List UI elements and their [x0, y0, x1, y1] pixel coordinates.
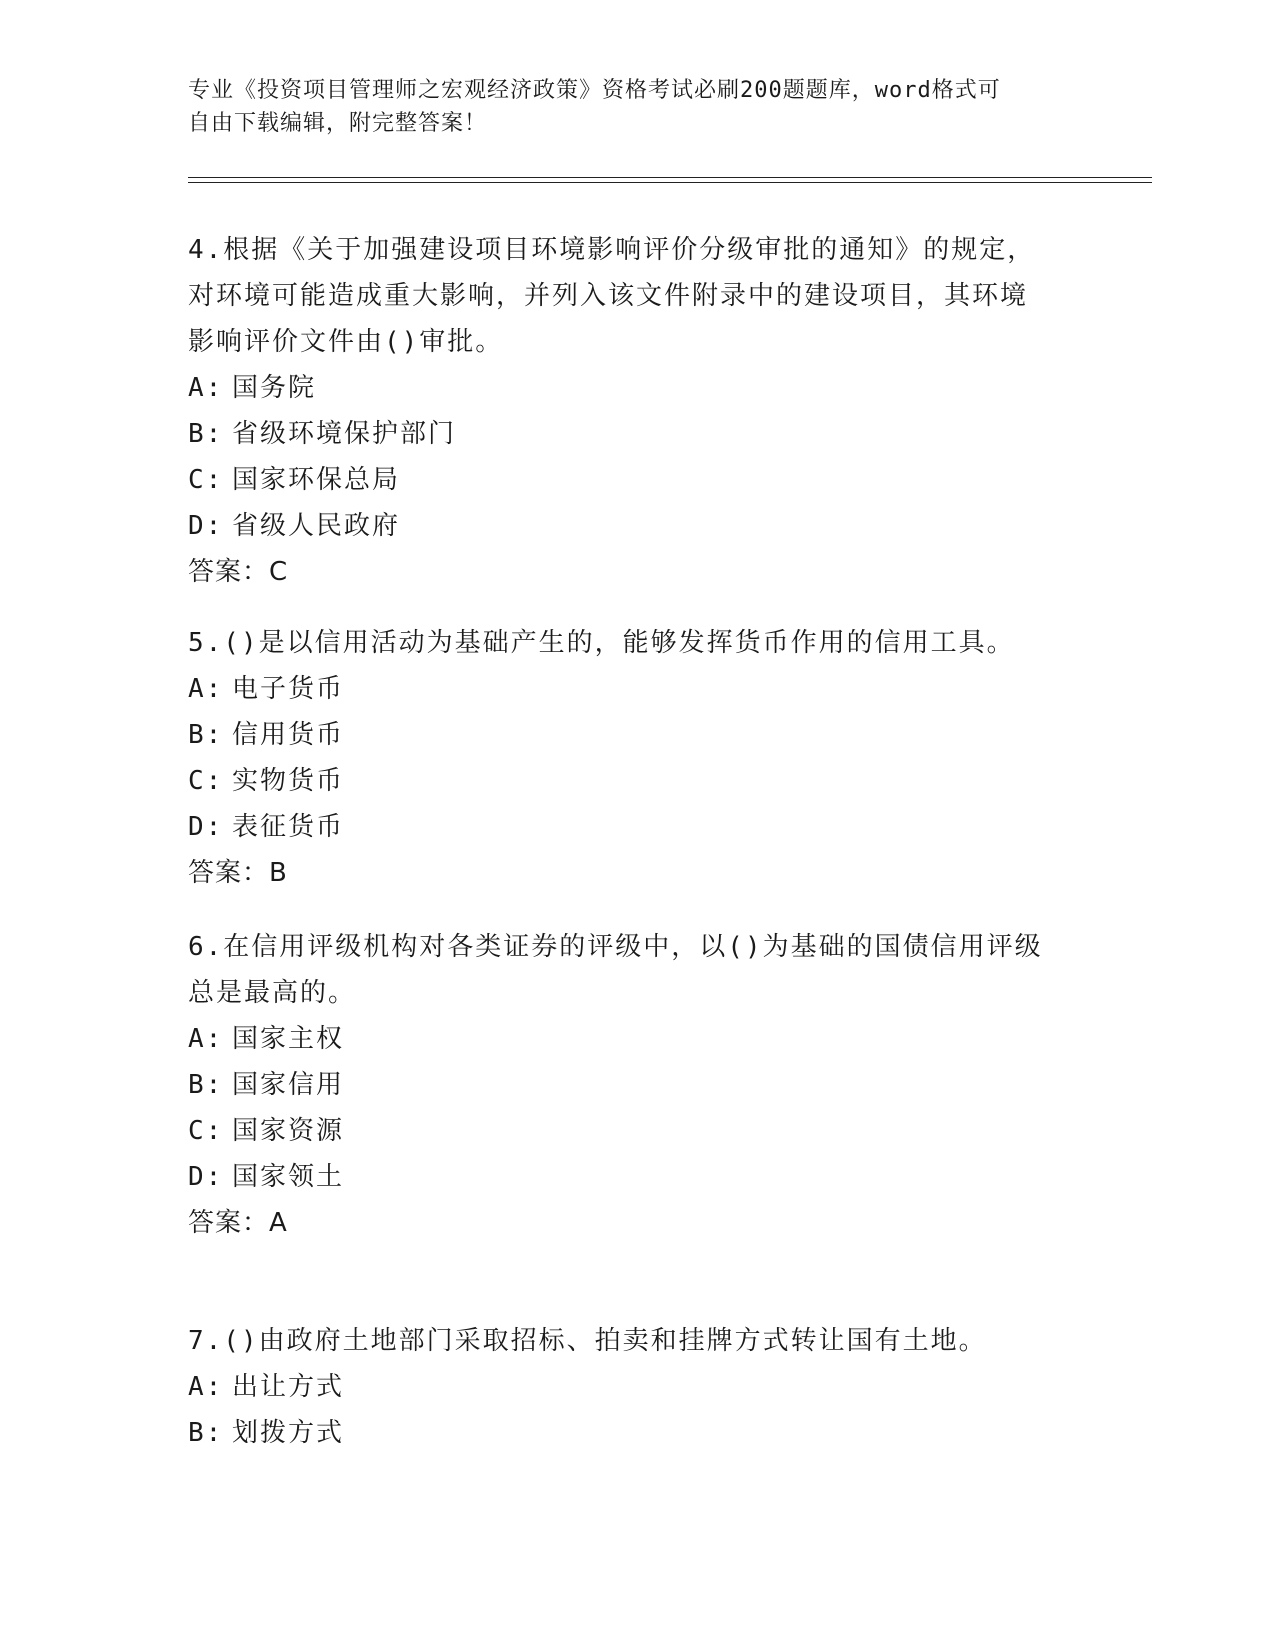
option-text: 划拨方式: [232, 1418, 345, 1448]
question-stem-line: 对环境可能造成重大影响，并列入该文件附录中的建设项目，其环境: [188, 281, 1029, 311]
option-c: [188, 758, 1068, 804]
header-divider-bottom: [188, 182, 1152, 183]
answer-line: 答案：C: [188, 557, 289, 587]
option-b: [188, 1062, 1068, 1108]
header-line-1: 专业《投资项目管理师之宏观经济政策》资格考试必刷200题题库，word格式可: [188, 78, 1001, 103]
option-text: 国家资源: [232, 1116, 345, 1146]
option-key: A:: [188, 1024, 224, 1054]
option-key: B:: [188, 419, 224, 449]
option-c: [188, 1108, 1068, 1154]
option-key: A:: [188, 1372, 224, 1402]
option-a: [188, 365, 1068, 411]
option-key: C:: [188, 1116, 224, 1146]
option-key: D:: [188, 1162, 224, 1192]
option-key: A:: [188, 373, 224, 403]
question-5: [188, 620, 1068, 896]
option-text: 电子货币: [232, 674, 345, 704]
question-stem-line: 6.在信用评级机构对各类证券的评级中，以()为基础的国债信用评级: [188, 932, 1043, 962]
question-stem-line: 影响评价文件由()审批。: [188, 327, 504, 357]
option-b: [188, 712, 1068, 758]
document-header: [188, 74, 1068, 140]
option-text: 出让方式: [232, 1372, 345, 1402]
option-d: [188, 1154, 1068, 1200]
option-text: 省级环境保护部门: [232, 419, 457, 449]
option-key: A:: [188, 674, 224, 704]
question-4: [188, 227, 1068, 595]
option-key: C:: [188, 465, 224, 495]
option-a: [188, 1016, 1068, 1062]
option-a: [188, 666, 1068, 712]
header-divider-top: [188, 177, 1152, 178]
option-c: [188, 457, 1068, 503]
option-text: 省级人民政府: [232, 511, 401, 541]
option-key: D:: [188, 812, 224, 842]
option-text: 信用货币: [232, 720, 345, 750]
option-key: B:: [188, 1418, 224, 1448]
option-b: [188, 1410, 1068, 1456]
option-text: 表征货币: [232, 812, 345, 842]
option-text: 国家主权: [232, 1024, 345, 1054]
option-text: 国务院: [232, 373, 317, 403]
question-stem-line: 4.根据《关于加强建设项目环境影响评价分级审批的通知》的规定，: [188, 235, 1036, 265]
option-a: [188, 1364, 1068, 1410]
option-key: B:: [188, 720, 224, 750]
header-line-2: 自由下载编辑，附完整答案！: [188, 111, 488, 136]
question-stem-line: 5.()是以信用活动为基础产生的，能够发挥货币作用的信用工具。: [188, 628, 1015, 658]
answer-line: 答案：B: [188, 858, 288, 888]
option-text: 实物货币: [232, 766, 345, 796]
option-b: [188, 411, 1068, 457]
option-key: D:: [188, 511, 224, 541]
option-key: B:: [188, 1070, 224, 1100]
question-stem-line: 总是最高的。: [188, 978, 357, 1008]
question-stem-line: 7.()由政府土地部门采取招标、拍卖和挂牌方式转让国有土地。: [188, 1326, 987, 1356]
answer-line: 答案：A: [188, 1208, 288, 1238]
question-7: [188, 1318, 1068, 1456]
option-text: 国家环保总局: [232, 465, 401, 495]
question-6: [188, 924, 1068, 1246]
option-text: 国家信用: [232, 1070, 345, 1100]
option-d: [188, 804, 1068, 850]
option-key: C:: [188, 766, 224, 796]
option-d: [188, 503, 1068, 549]
option-text: 国家领土: [232, 1162, 345, 1192]
